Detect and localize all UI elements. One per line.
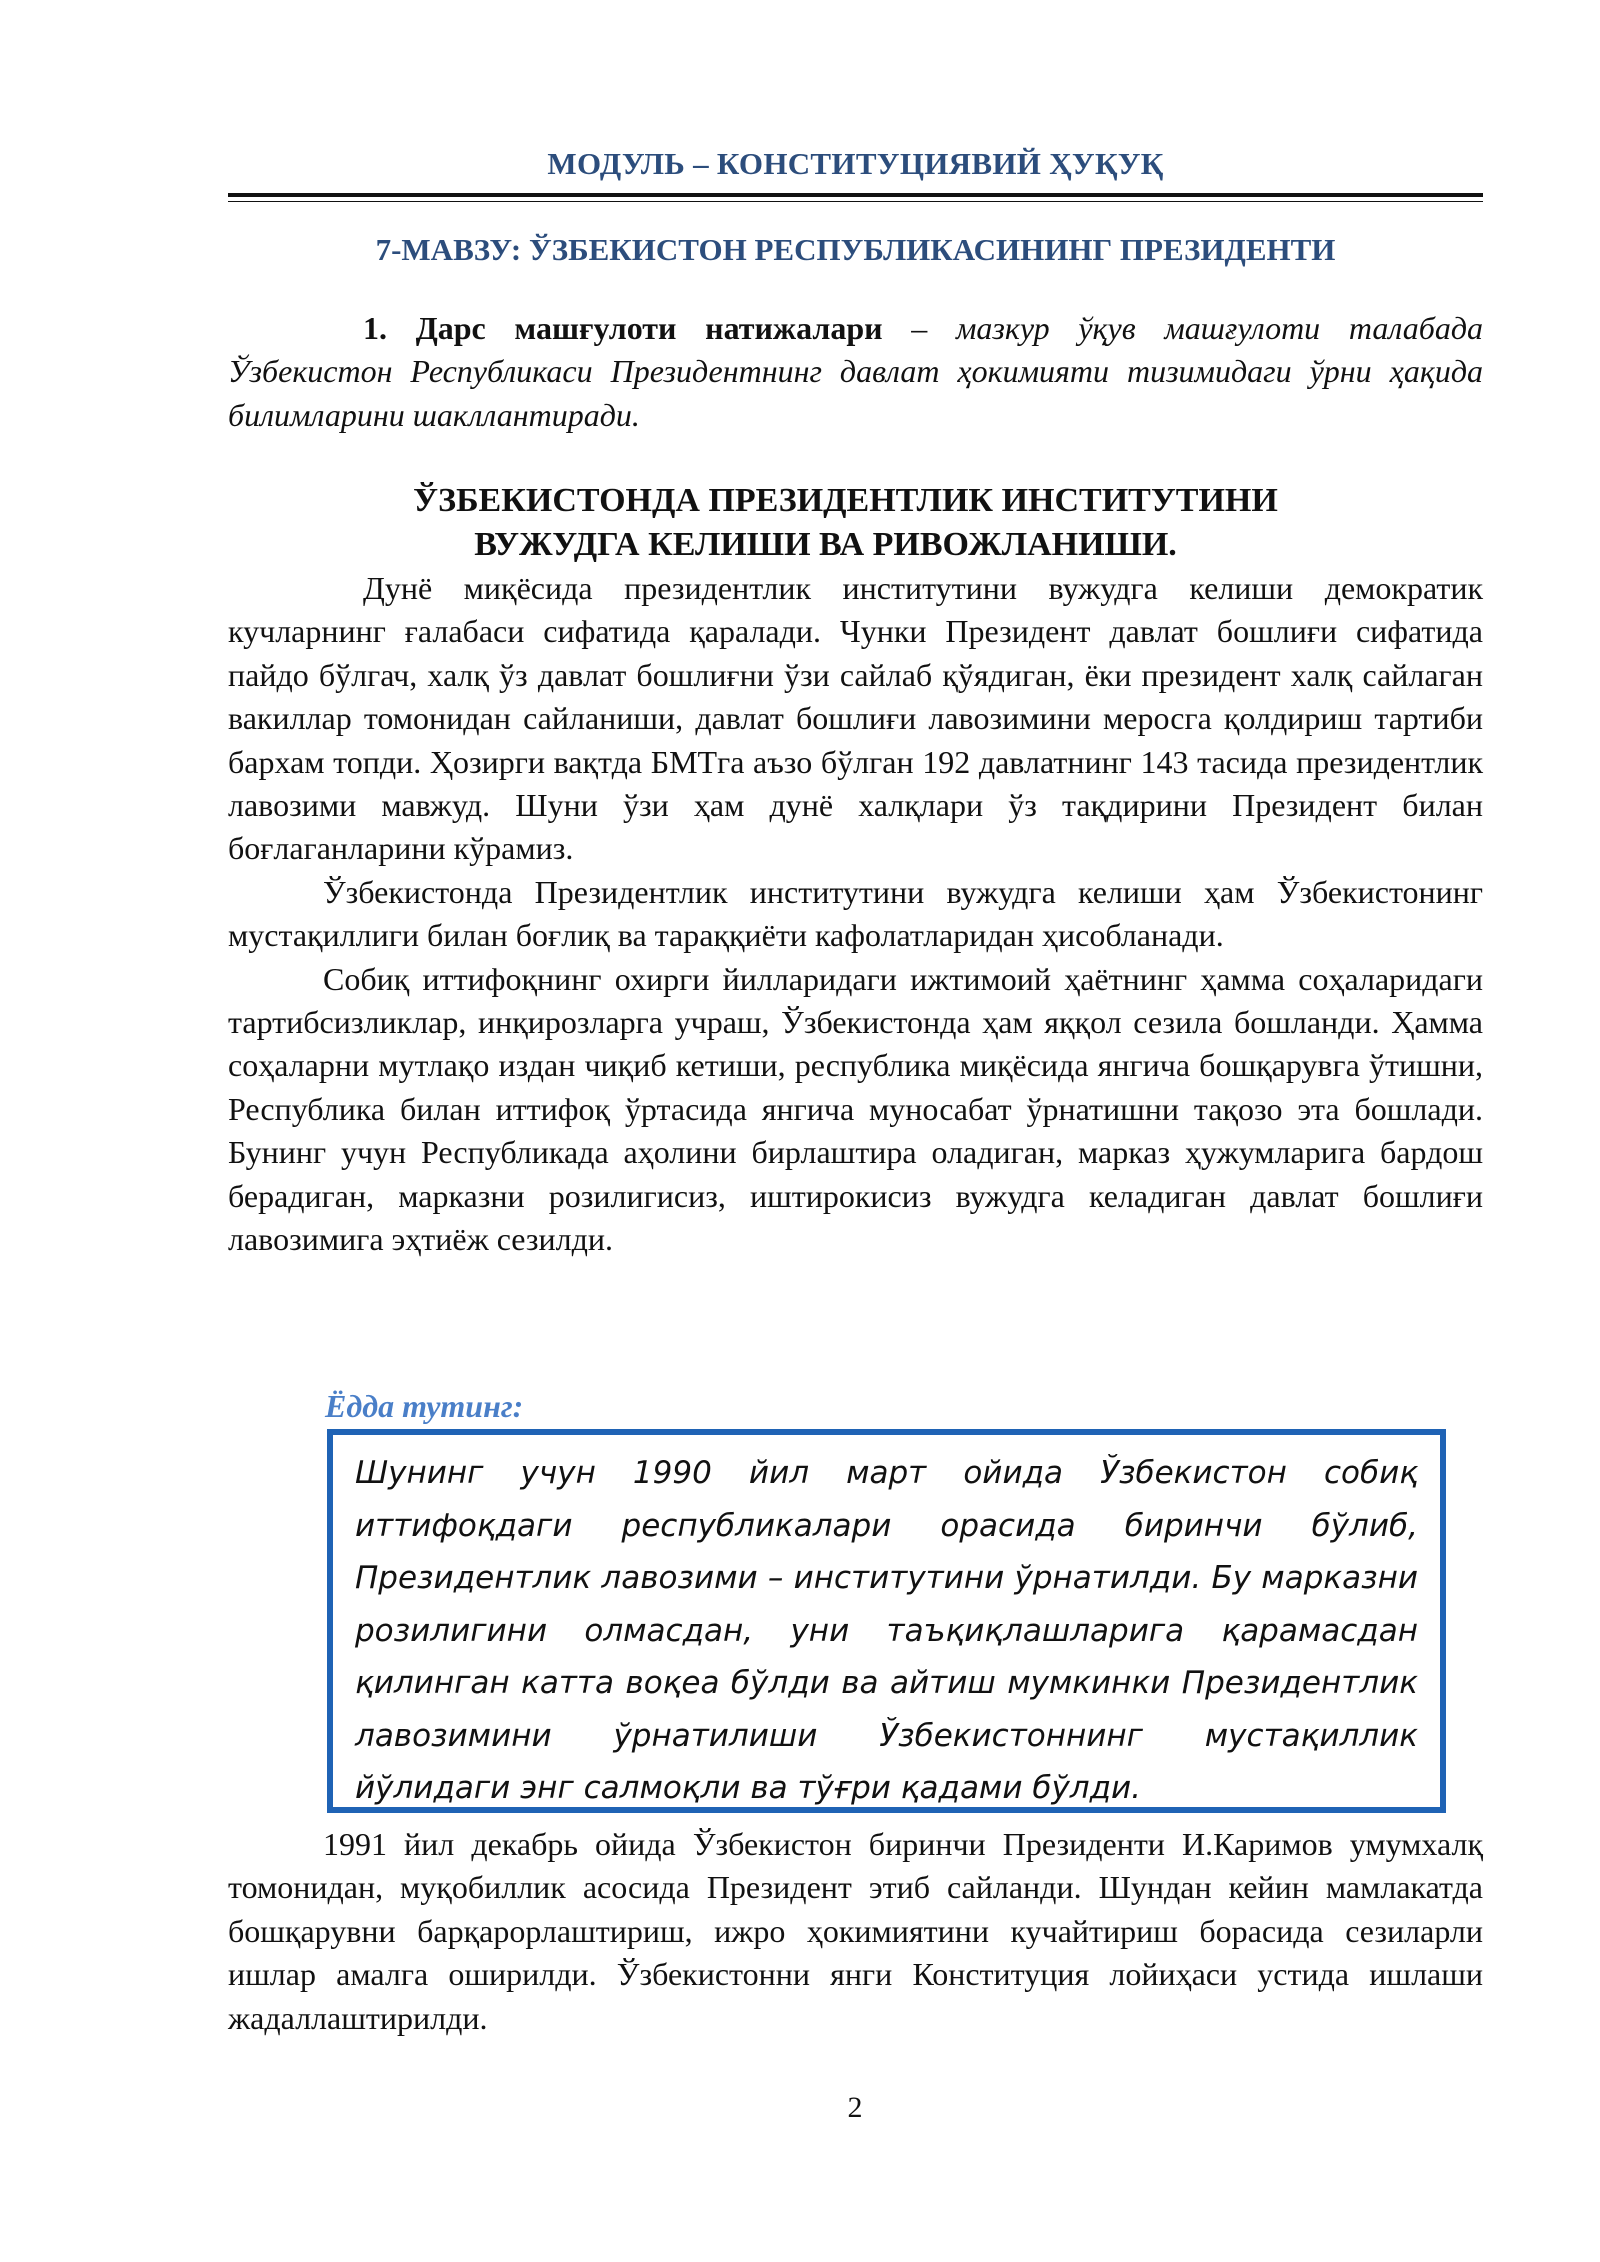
lesson-results-paragraph xyxy=(228,307,1483,437)
closing-body xyxy=(228,1823,1483,2040)
lesson-results-lead: 1. Дарс машғулоти натижалари xyxy=(363,310,883,346)
paragraph-1: Дунё миқёсида президентлик институтини вужудга келиши демократик кучларнинг ғалабаси сифатида қаралади. Чунки Президент давлат бошлиғи сифатида пайдо бўлгач, халқ ўз давлат бошлиғни ўзи сайлаб қўядиган, ёки президент халқ сайлаган вакиллар томонидан сайланиши, давлат бошлиғи лавозимини меросга қолдириш тартиби бархам топди. Ҳозирги вақтда БМТга аъзо бўлган 192 давлатнинг 143 тасида президентлик лавозими мавжуд. Шуни ўзи ҳам дунё халқлари ўз тақдирини Президент билан боғлаганларини кўрамиз. xyxy=(228,570,1483,867)
remember-box-text: Шунинг учун 1990 йил март ойида Ўзбекистон собиқ иттифоқдаги республикалари орасида биринчи бўлиб, Президентлик лавозими – институтини ўрнатилди. Бу марказни розилигини олмасдан, уни таъқиқлашларига қарамасдан қилинган катта воқеа бўлди ва айтиш мумкинки Президентлик лавозимини ўрнатилиши Ўзбекистоннинг мустақиллик йўлидаги энг салмоқли ва тўғри қадами бўлди. xyxy=(355,1455,1418,1806)
lesson-results-text: – мазкур ўқув машғулоти талабада Ўзбекистон Республикаси Президентнинг давлат ҳокимияти тизимидаги ўрни ҳақида билимларини шакллантиради. xyxy=(228,310,1483,433)
remember-label: Ёдда тутинг: xyxy=(325,1388,524,1424)
lesson-results xyxy=(228,307,1483,437)
paragraph-3: Собиқ иттифоқнинг охирги йилларидаги ижтимоий ҳаётнинг ҳамма соҳаларидаги тартибсизликлар, инқирозларга учраш, Ўзбекистонда ҳам яққол сезила бошланди. Ҳамма соҳаларни мутлақо издан чиқиб кетиши, республика миқёсида янгича бошқарувга ўтишни, Республика билан иттифоқ ўртасида янгича муносабат ўрнатишни тақозо эта бошлади. Бунинг учун Республикада аҳолини бирлаштира оладиган, марказ ҳужумларига бардош берадиган, марказни розилигисиз, иштирокисиз вужудга келадиган давлат бошлиғи лавозимига эҳтиёж сезилди. xyxy=(228,960,1483,1258)
header-rule-thick xyxy=(228,193,1483,197)
page-number: 2 xyxy=(847,2091,863,2124)
module-title: МОДУЛЬ – КОНСТИТУЦИЯВИЙ ҲУҚУҚ xyxy=(547,146,1164,181)
main-body xyxy=(228,567,1483,1262)
section-heading-line-2: ВУЖУДГА КЕЛИШИ ВА РИВОЖЛАНИШИ. xyxy=(474,526,1177,563)
section-heading-line-1: ЎЗБЕКИСТОНДА ПРЕЗИДЕНТЛИК ИНСТИТУТИНИ xyxy=(413,482,1278,519)
paragraph-4: 1991 йил декабрь ойида Ўзбекистон биринчи Президенти И.Каримов умумхалқ томонидан, муқобиллик асосида Президент этиб сайланди. Шундан кейин мамлакатда бошқарувни барқарорлаштириш, ижро ҳокимиятини кучайтириш борасида сезиларли ишлар амалга оширилди. Ўзбекистонни янги Конституция лойиҳаси устида ишлаши жадаллаштирилди. xyxy=(228,1826,1483,2036)
topic-title: 7-МАВЗУ: ЎЗБЕКИСТОН РЕСПУБЛИКАСИНИНГ ПРЕЗИДЕНТИ xyxy=(375,232,1336,267)
paragraph-2: Ўзбекистонда Президентлик институтини вужудга келиши ҳам Ўзбекистонинг мустақиллиги билан боғлиқ ва тараққиёти кафолатларидан ҳисобланади. xyxy=(228,873,1483,954)
remember-box xyxy=(327,1429,1446,1813)
header-rule-thin xyxy=(228,201,1483,202)
section-heading xyxy=(228,479,1483,567)
